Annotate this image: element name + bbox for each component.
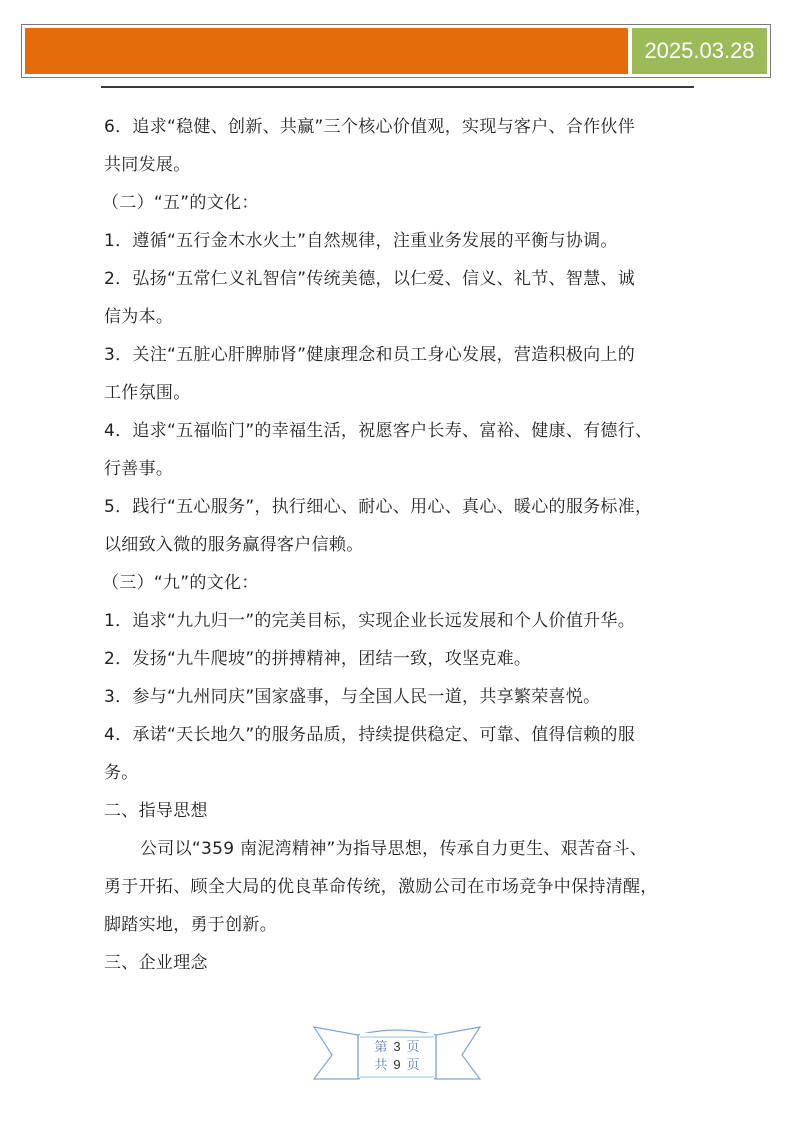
paragraph-line: 公司以“359 南泥湾精神”为指导思想，传承自力更生、艰苦奋斗、 (140, 839, 648, 859)
subsection-heading: （二）“五”的文化： (102, 193, 259, 213)
paragraph-line: 3．关注“五脏心肝脾肺肾”健康理念和员工身心发展，营造积极向上的 (104, 345, 636, 365)
page-suffix: 页 (406, 1040, 420, 1055)
total-suffix: 页 (406, 1058, 420, 1073)
page-total: 9 (393, 1057, 401, 1072)
page-number-ribbon (312, 1025, 482, 1085)
paragraph-line: 3．参与“九州同庆”国家盛事，与全国人民一道，共享繁荣喜悦。 (104, 687, 601, 707)
paragraph-line: 脚踏实地，勇于创新。 (104, 915, 277, 935)
document-body (104, 108, 694, 982)
header-divider (101, 86, 694, 88)
header-orange-block (25, 28, 628, 74)
paragraph-line: 务。 (104, 763, 139, 783)
page-current: 3 (393, 1039, 401, 1054)
paragraph-line: 行善事。 (104, 459, 174, 479)
paragraph-line: 2．弘扬“五常仁义礼智信”传统美德，以仁爱、信义、礼节、智慧、诚 (104, 269, 636, 289)
section-heading: 二、指导思想 (104, 801, 208, 821)
paragraph-line: 共同发展。 (104, 155, 191, 175)
paragraph-line: 2．发扬“九牛爬坡”的拼搏精神，团结一致，攻坚克难。 (104, 649, 532, 669)
paragraph-line: 勇于开拓、顾全大局的优良革命传统，激励公司在市场竞争中保持清醒， (104, 877, 658, 897)
subsection-heading: （三）“九”的文化： (102, 573, 259, 593)
paragraph-line: 1．追求“九九归一”的完美目标，实现企业长远发展和个人价值升华。 (104, 611, 636, 631)
page-current-label (312, 1039, 482, 1056)
paragraph-line: 信为本。 (104, 307, 174, 327)
paragraph-line: 以细致入微的服务赢得客户信赖。 (104, 535, 364, 555)
paragraph-line: 4．追求“五福临门”的幸福生活，祝愿客户长寿、富裕、健康、有德行、 (104, 421, 653, 441)
page-prefix: 第 (374, 1040, 388, 1055)
paragraph-line: 4．承诺“天长地久”的服务品质，持续提供稳定、可靠、值得信赖的服 (104, 725, 636, 745)
total-prefix: 共 (374, 1058, 388, 1073)
paragraph-line: 1．遵循“五行金木水火土”自然规律，注重业务发展的平衡与协调。 (104, 231, 618, 251)
header-date: 2025.03.28 (632, 28, 767, 74)
paragraph-line: 6．追求“稳健、创新、共赢”三个核心价值观，实现与客户、合作伙伴 (104, 117, 636, 137)
header-banner (21, 24, 771, 78)
page-total-label (312, 1057, 482, 1074)
section-heading: 三、企业理念 (104, 953, 208, 973)
paragraph-line: 5．践行“五心服务”，执行细心、耐心、用心、真心、暖心的服务标准， (104, 497, 653, 517)
paragraph-line: 工作氛围。 (104, 383, 191, 403)
